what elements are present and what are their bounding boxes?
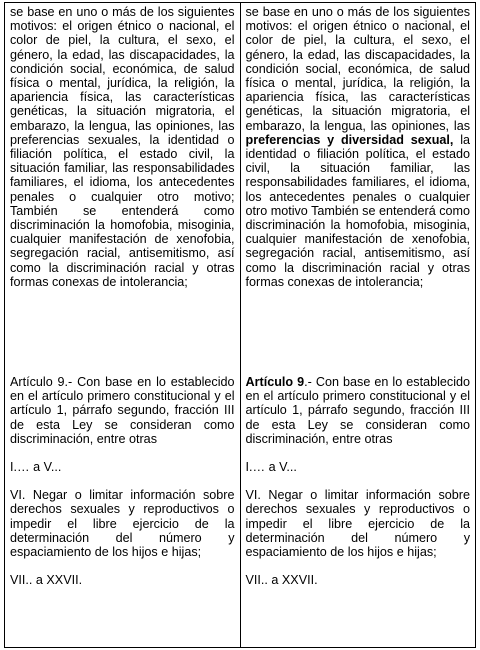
right-motives-text-start: se base en uno o más de los siguientes motivos: el origen étnico o nacional, el color de piel, la cultura, el sexo, el género, la edad, las discapacidades, la condición social, económica, de salud física o mental, jurídica, la religión, la apariencia física, las características genéticas, la situación migratoria, el embarazo, la lengua, las opiniones, las bbox=[245, 5, 470, 133]
right-range-i-v: I.… a V... bbox=[245, 460, 297, 475]
left-range-i-v: I.… a V... bbox=[10, 460, 62, 475]
left-range-vii-xxvii: VII.. a XXVII. bbox=[10, 573, 83, 588]
comparison-table bbox=[4, 2, 476, 648]
right-motives-highlight: preferencias y diversidad sexual, bbox=[245, 132, 454, 147]
left-article-body: Con base en lo establecido en el artículo primero constitucional y el artículo 1, párrafo segundo, fracción III de esta Ley se consideran como discriminación, entre otras bbox=[10, 375, 235, 446]
left-article-9 bbox=[10, 375, 235, 446]
table-row bbox=[5, 3, 476, 648]
right-paragraph-motives bbox=[246, 5, 471, 289]
right-article-title: Artículo 9 bbox=[245, 375, 305, 390]
right-motives-text-end: la identidad o filiación política, el estado civil, la situación familiar, las responsabilidades familiares, el idioma, los antecedentes penales o cualquier otro motivo También se entenderá como discriminación la homofobia, misoginia, cualquier manifestación de xenofobia, segregación racial, antisemitismo, así como la discriminación racial y otras formas conexas de intolerancia; bbox=[245, 132, 470, 289]
right-column-cell bbox=[240, 3, 476, 648]
right-article-body: .- Con base en lo establecido en el artículo primero constitucional y el artículo 1, párrafo segundo, fracción III de esta Ley se consideran como discriminación, entre otras bbox=[245, 375, 470, 446]
left-paragraph-motives: se base en uno o más de los siguientes motivos: el origen étnico o nacional, el color de piel, la cultura, el sexo, el género, la edad, las discapacidades, la condición social, económica, de salud física o mental, jurídica, la religión, la apariencia física, las características genéticas, la situación migratoria, el embarazo, la lengua, las opiniones, las preferencias sexuales, la identidad o filiación política, el estado civil, la situación familiar, las responsabilidades familiares, el idioma, los antecedentes penales o cualquier otro motivo; También se entenderá como discriminación la homofobia, misoginia, cualquier manifestación de xenofobia, segregación racial, antisemitismo, así como la discriminación racial y otras formas conexas de intolerancia; bbox=[10, 5, 235, 289]
left-fraction-vi: VI. Negar o limitar información sobre derechos sexuales y reproductivos o impedir el libre ejercicio de la determinación del número y espaciamiento de los hijos e hijas; bbox=[10, 488, 235, 560]
right-fraction-vi: VI. Negar o limitar información sobre derechos sexuales y reproductivos o impedir el libre ejercicio de la determinación del número y espaciamiento de los hijos e hijas; bbox=[245, 488, 470, 560]
left-article-title: Artículo 9.- bbox=[10, 375, 73, 390]
left-column-cell bbox=[5, 3, 241, 648]
right-article-9 bbox=[246, 375, 471, 446]
right-range-vii-xxvii: VII.. a XXVII. bbox=[245, 573, 318, 588]
